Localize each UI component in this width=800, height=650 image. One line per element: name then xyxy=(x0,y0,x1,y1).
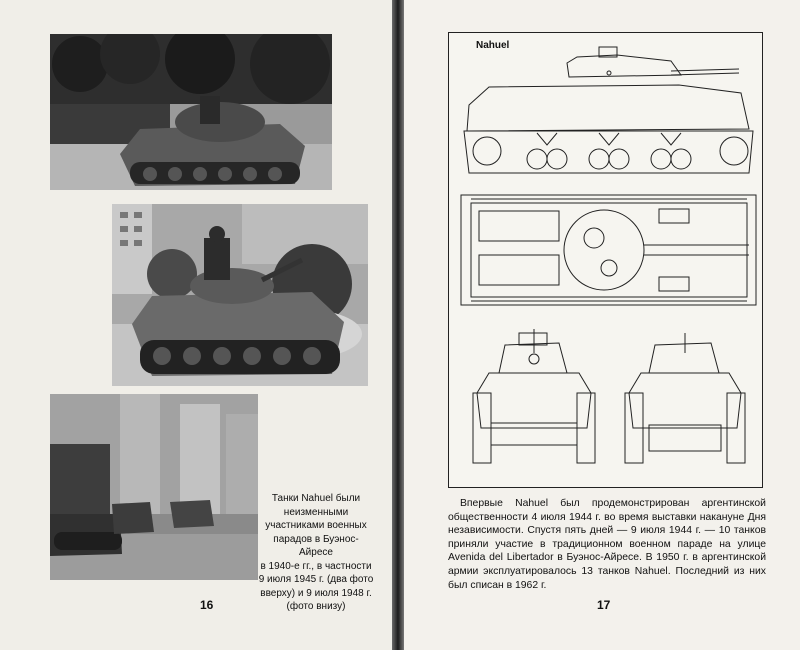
caption-line: парадов в Буэнос-Айресе xyxy=(273,533,359,558)
tank-rear-view xyxy=(625,333,745,463)
parade-photo-top xyxy=(50,34,332,190)
caption-line: неизменными xyxy=(283,506,349,518)
tank-side-view xyxy=(464,47,753,173)
parade-photo-middle-image xyxy=(112,204,368,386)
tank-front-view xyxy=(473,329,595,463)
page-number-right: 17 xyxy=(597,598,611,612)
caption-line: вверху) и 9 июля 1948 г. xyxy=(260,587,372,599)
page-number-left: 16 xyxy=(200,598,214,612)
tank-technical-drawing xyxy=(449,33,762,487)
caption-line: 9 июля 1945 г. (два фото xyxy=(258,574,374,585)
left-page xyxy=(0,0,392,650)
body-paragraph-text: Впервые Nahuel был продемонстрирован аргентинской общественности 4 июля 1944 г. во время выставки накануне Дня независимости. Спустя пять дней — 9 июля 1944 г. — 10 танков приняли участие в традиционном военном параде на улице Avenida del Libertador в Буэнос-Айресе. В 1950 г. в аргентинской армии эксплуатировалось 13 танков Nahuel. Последний из них был списан в 1962 г. xyxy=(448,498,766,591)
caption-line: участниками военных xyxy=(265,520,367,531)
book-gutter xyxy=(392,0,404,650)
technical-drawing-frame xyxy=(448,32,763,488)
caption-line: в 1940-е гг., в частности xyxy=(260,560,372,572)
caption-line: (фото внизу) xyxy=(286,601,346,612)
photo-caption xyxy=(258,492,374,614)
caption-line: Танки Nahuel были xyxy=(271,493,361,504)
parade-photo-top-image xyxy=(50,34,332,190)
drawing-title: Nahuel xyxy=(476,40,510,51)
body-paragraph xyxy=(448,497,766,592)
parade-photo-bottom xyxy=(50,394,258,580)
parade-photo-bottom-image xyxy=(50,394,258,580)
tank-top-view xyxy=(461,195,756,305)
parade-photo-middle xyxy=(112,204,368,386)
